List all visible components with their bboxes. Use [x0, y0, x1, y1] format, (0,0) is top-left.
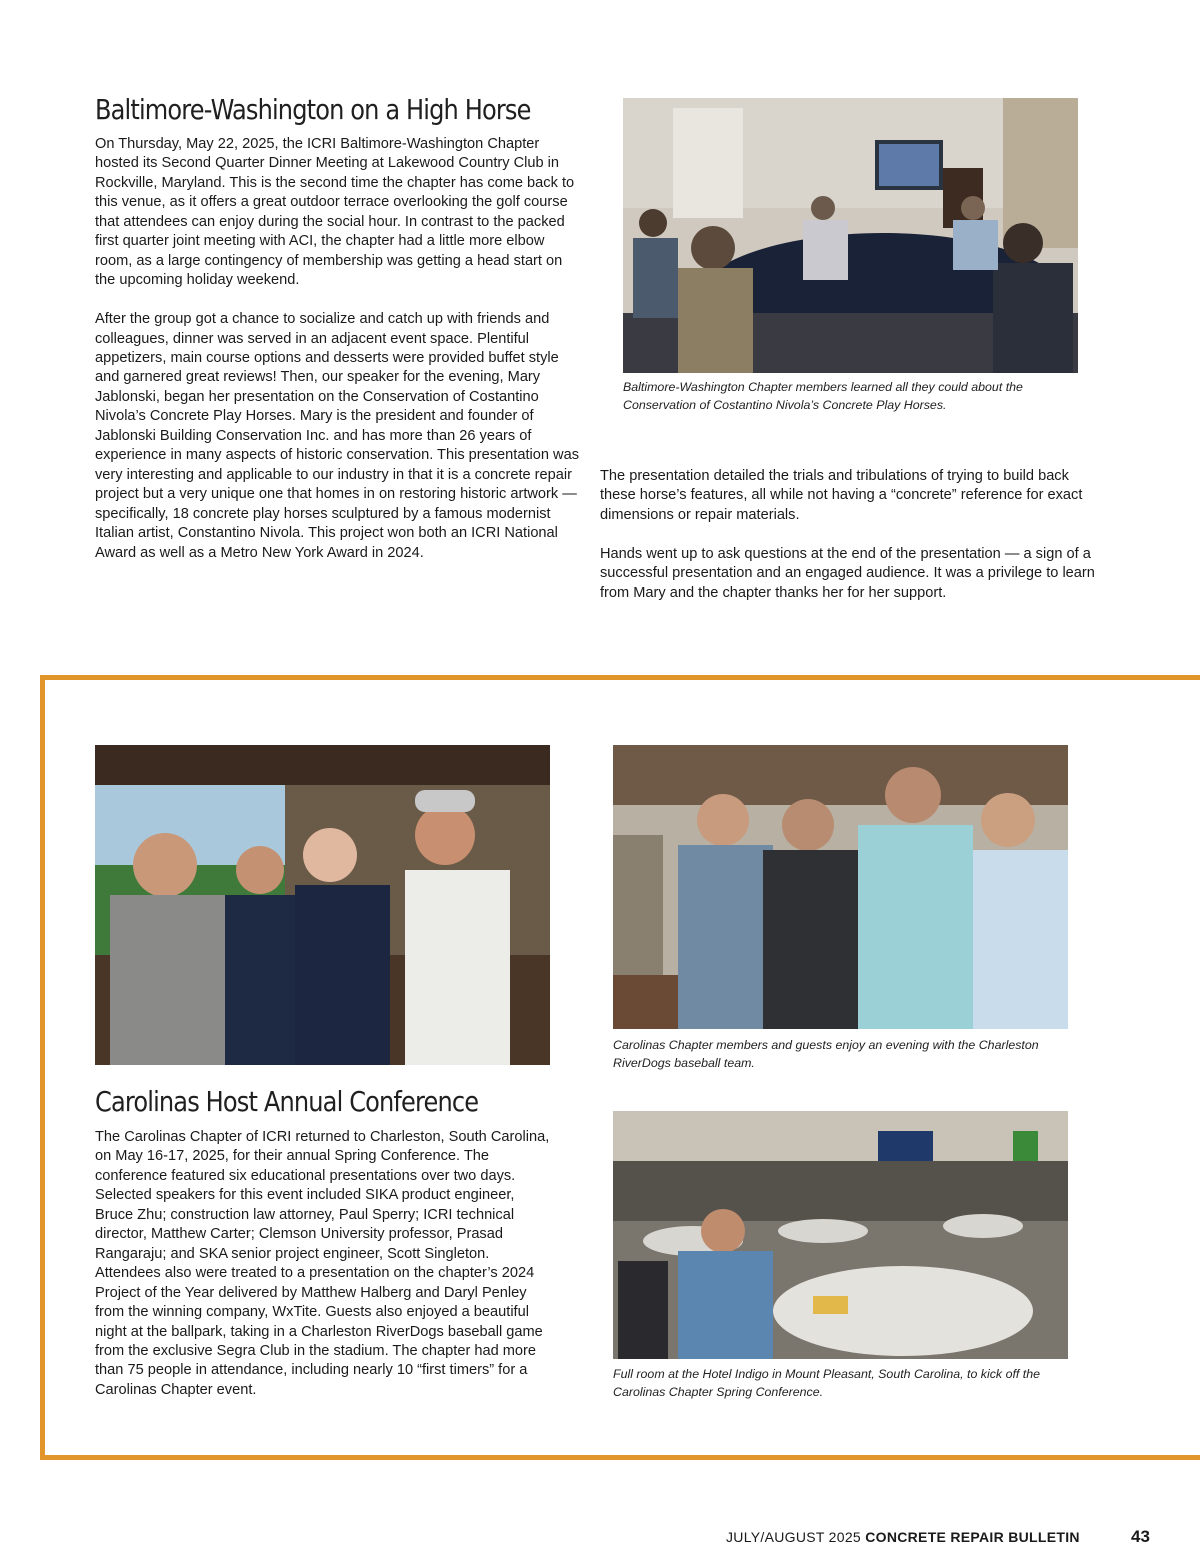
photo-presentation-dinner	[623, 98, 1078, 373]
paragraph: On Thursday, May 22, 2025, the ICRI Baltimore-Washington Chapter hosted its Second Quarter Dinner Meeting at Lakewood Country Club in Rockville, Maryland. This is the second time the chapter has come back to this venue, as it offers a great outdoor terrace overlooking the golf course that attendees can enjoy during the social hour. In contrast to the packed first quarter joint meeting with ACI, the chapter had a little more elbow room, as a large contingency of membership was getting a head start on the upcoming holiday weekend.	[95, 136, 575, 289]
publication-name: CONCRETE REPAIR BULLETIN	[865, 1529, 1080, 1545]
issue-date: JULY/AUGUST 2025	[726, 1529, 862, 1545]
article-headline-baltimore: Baltimore-Washington on a High Horse	[95, 93, 531, 126]
article-body-baltimore-col2	[600, 467, 1105, 603]
photo-conference-room	[613, 1111, 1068, 1359]
photo-ballpark-group	[95, 745, 550, 1065]
paragraph: The Carolinas Chapter of ICRI returned to Charleston, South Carolina, on May 16-17, 2025, for their annual Spring Conference. The conference featured six educational presentations over two days. Selected speakers for this event included SIKA product engineer, Bruce Zhu; construction law attorney, Paul Sperry; ICRI technical director, Matthew Carter; Clemson University professor, Prasad Rangaraju; and SKA senior project engineer, Scott Singleton. Attendees also were treated to a presentation on the chapter’s 2024 Project of the Year delivered by Matthew Halberg and Daryl Penley from the winning company, WxTite. Guests also enjoyed a beautiful night at the ballpark, taking in a Charleston RiverDogs baseball game from the exclusive Segra Club in the stadium. The chapter had more than 75 people in attendance, including nearly 10 “first timers” for a Carolinas Chapter event.	[95, 1129, 550, 1398]
paragraph: The presentation detailed the trials and tribulations of trying to build back these horse’s features, all while not having a “concrete” reference for exact dimensions or repair materials.	[600, 468, 1083, 523]
photo-caption-ballpark: Carolinas Chapter members and guests enjoy an evening with the Charleston RiverDogs baseball team.	[613, 1038, 1039, 1070]
article-body-baltimore-col1	[95, 135, 580, 563]
page-number: 43	[1131, 1527, 1150, 1546]
page-footer	[726, 1529, 1080, 1545]
photo-caption-baltimore: Baltimore-Washington Chapter members learned all they could about the Conservation of Costantino Nivola’s Concrete Play Horses.	[623, 380, 1023, 412]
photo-caption-conference: Full room at the Hotel Indigo in Mount Pleasant, South Carolina, to kick off the Carolinas Chapter Spring Conference.	[613, 1367, 1041, 1399]
photo-four-men	[613, 745, 1068, 1029]
article-body-carolinas	[95, 1128, 555, 1400]
paragraph: Hands went up to ask questions at the end of the presentation — a sign of a successful presentation and an engaged audience. It was a privilege to learn from Mary and the chapter thanks her for her support.	[600, 545, 1095, 601]
paragraph: After the group got a chance to socialize and catch up with friends and colleagues, dinner was served in an adjacent event space. Plentiful appetizers, main course options and desserts were provided buffet style and garnered great reviews! Then, our speaker for the evening, Mary Jablonski, began her presentation on the Conservation of Costantino Nivola’s Concrete Play Horses. Mary is the president and founder of Jablonski Building Conservation Inc. and has more than 26 years of experience in many aspects of historic conservation. This presentation was very interesting and applicable to our industry in that it is a concrete repair project but a very unique one that homes in on restoring historic artwork — specifically, 18 concrete play horses sculptured by a famous modernist Italian artist, Constantino Nivola. This project won both an ICRI National Award as well as a Metro New York Award in 2024.	[95, 311, 580, 561]
article-headline-carolinas: Carolinas Host Annual Conference	[95, 1085, 479, 1118]
